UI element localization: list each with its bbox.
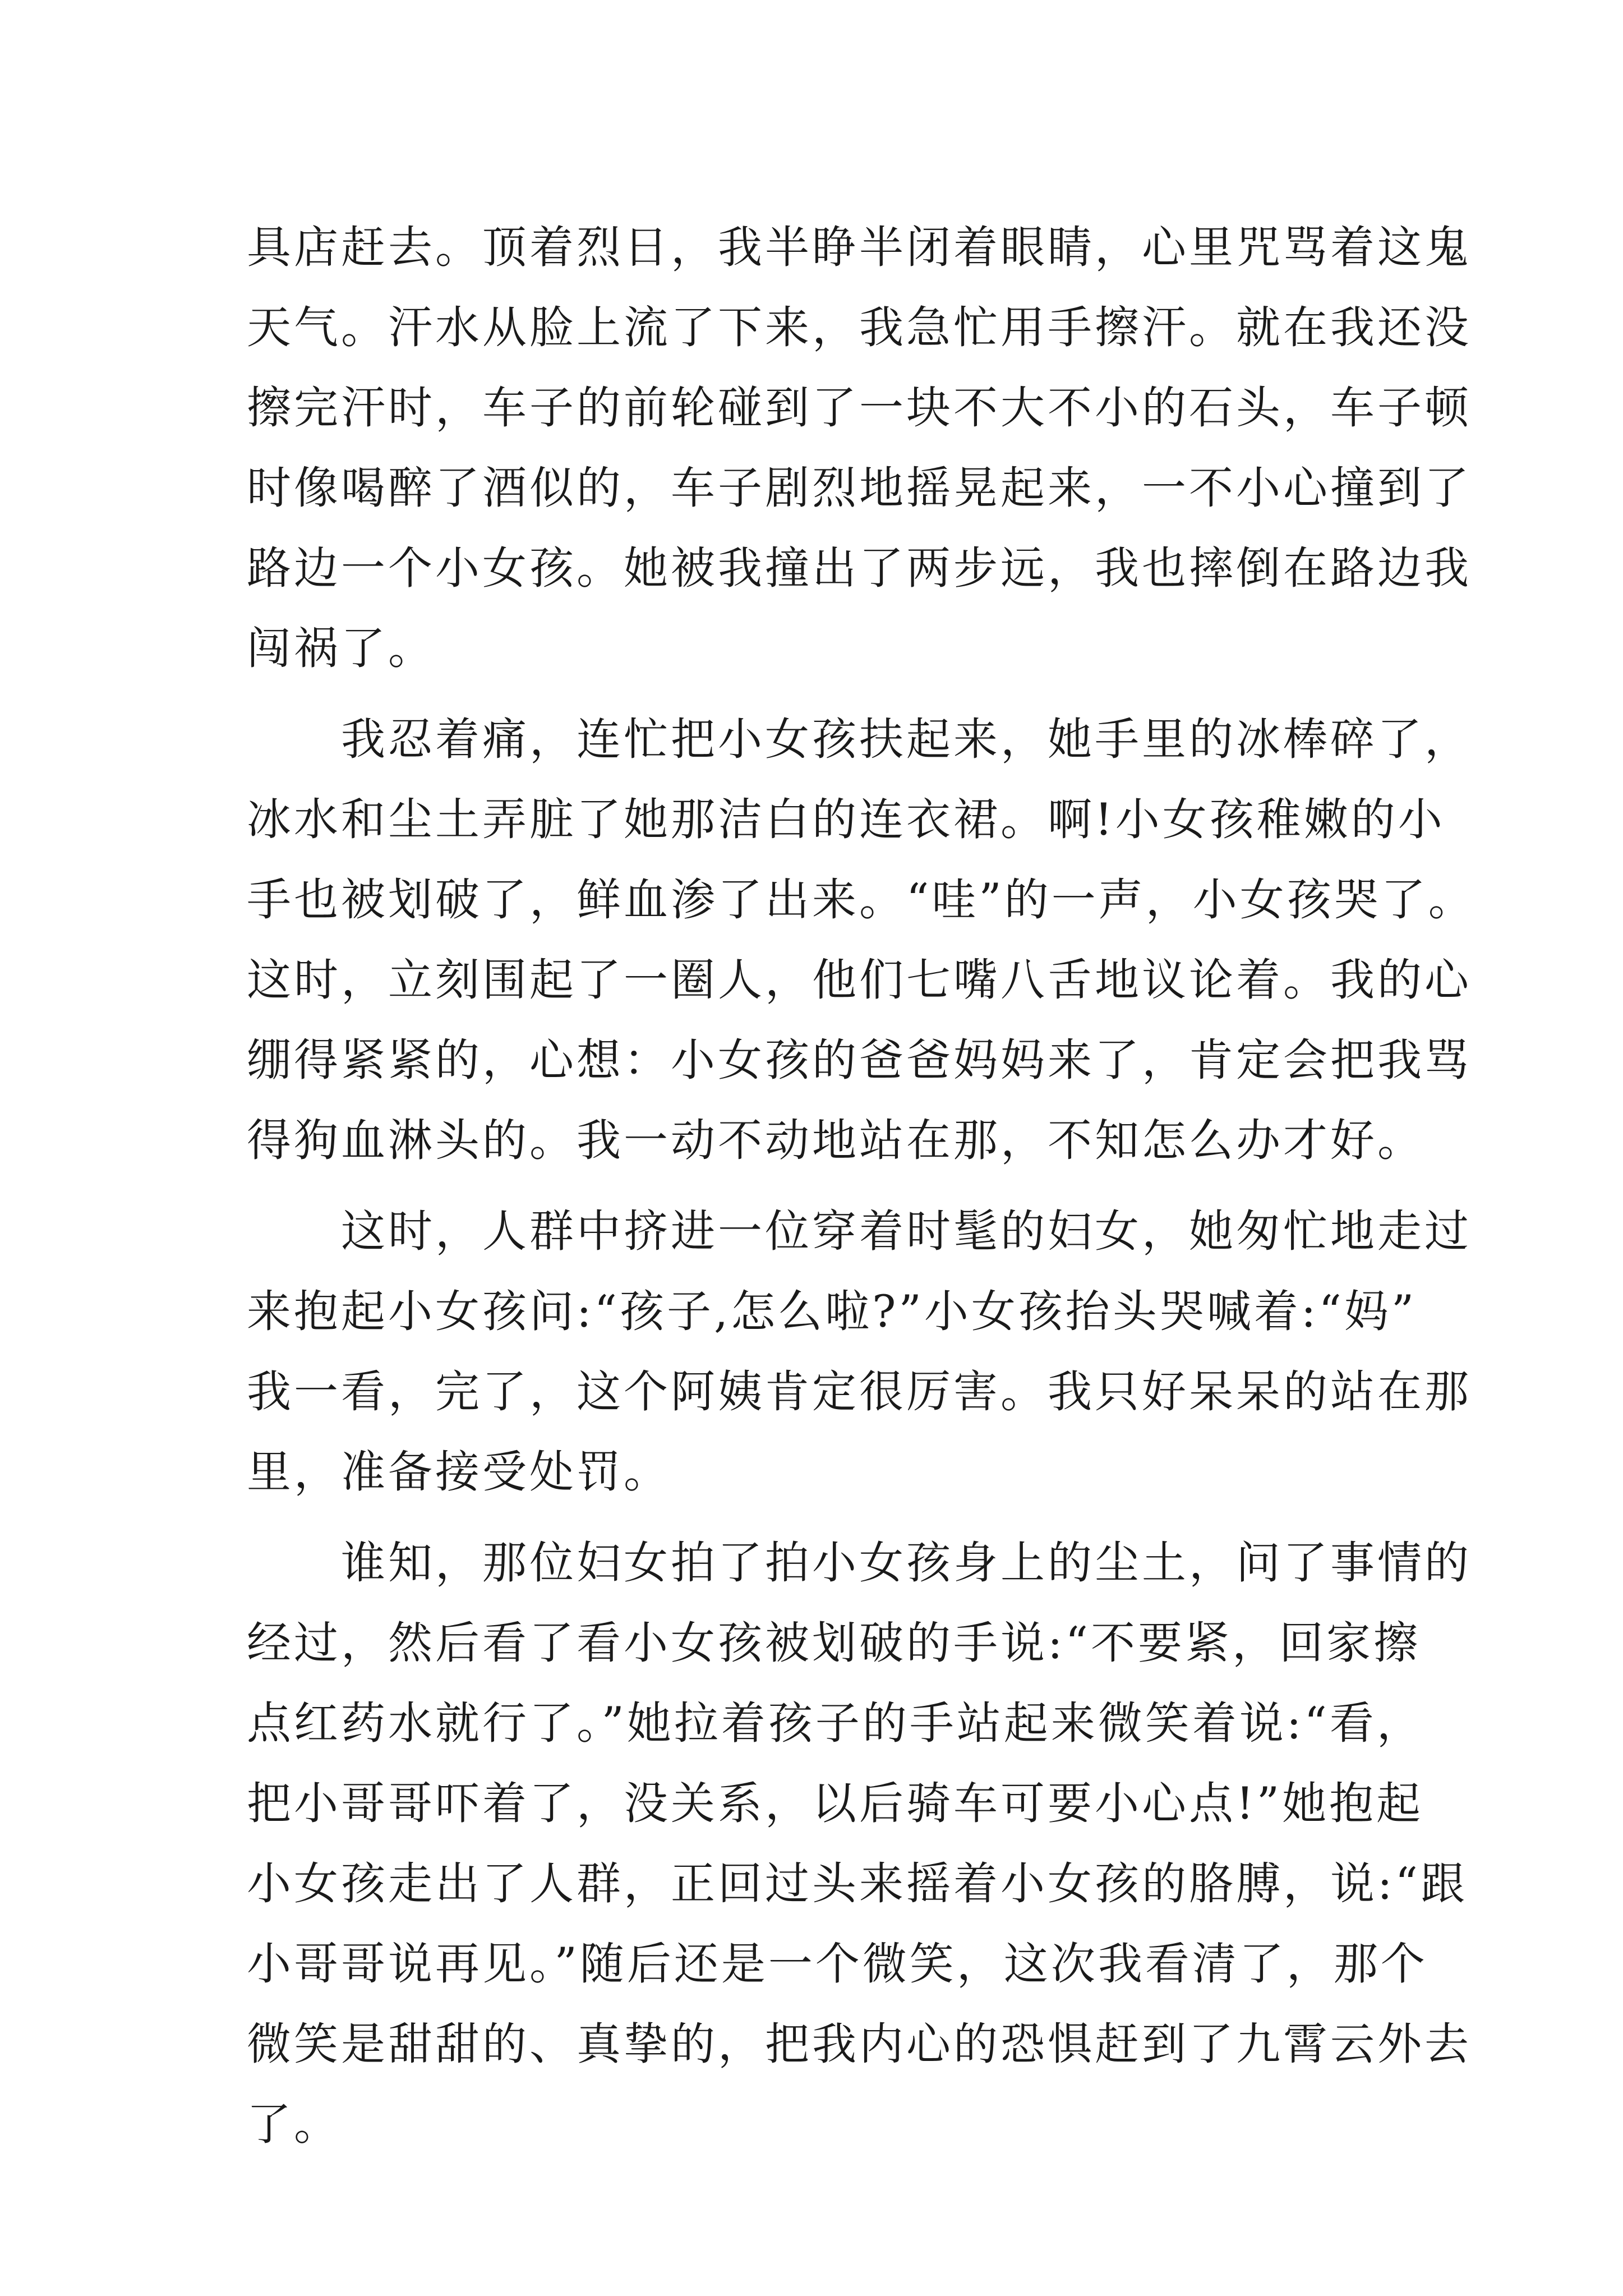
text-line: 这时，立刻围起了一圈人，他们七嘴八舌地议论着。我的心 [247, 954, 1472, 1006]
text-line: 了。 [247, 2099, 341, 2150]
text-line: 小哥哥说再见。”随后还是一个微笑，这次我看清了，那个 [247, 1938, 1428, 1990]
text-line: 这时，人群中挤进一位穿着时髦的妇女，她匆忙地走过 [247, 1205, 1472, 1257]
text-line: 时像喝醉了酒似的，车子剧烈地摇晃起来，一不小心撞到了 [247, 462, 1472, 514]
body-text [247, 208, 1476, 2165]
paragraph-3 [247, 1191, 1472, 1512]
text-line: 点红药水就行了。”她拉着孩子的手站起来微笑着说:“看， [247, 1697, 1424, 1749]
paragraph-gap [247, 1512, 1413, 1523]
text-line: 擦完汗时，车子的前轮碰到了一块不大不小的石头，车子顿 [247, 382, 1472, 434]
text-line: 天气。汗水从脸上流了下来，我急忙用手擦汗。就在我还没 [247, 302, 1472, 353]
text-line: 绷得紧紧的，心想：小女孩的爸爸妈妈来了，肯定会把我骂 [247, 1034, 1472, 1086]
text-line: 来抱起小女孩问:“孩子,怎么啦?”小女孩抬头哭喊着:“妈” [247, 1286, 1417, 1337]
text-line: 得狗血淋头的。我一动不动地站在那，不知怎么办才好。 [247, 1115, 1424, 1166]
paragraph-1 [247, 208, 1472, 689]
text-line: 具店赶去。顶着烈日，我半睁半闭着眼睛，心里咒骂着这鬼 [247, 222, 1472, 273]
paragraph-gap [247, 1181, 1413, 1191]
text-line: 手也被划破了，鲜血渗了出来。“哇”的一声，小女孩哭了。 [247, 874, 1476, 926]
text-line: 经过，然后看了看小女孩被划破的手说:“不要紧，回家擦 [247, 1617, 1421, 1669]
paragraph-gap [247, 689, 1413, 700]
text-line: 闯祸了。 [247, 623, 435, 674]
text-line: 谁知，那位妇女拍了拍小女孩身上的尘土，问了事情的 [247, 1537, 1472, 1589]
paragraph-4 [247, 1523, 1472, 2165]
text-line: 里，准备接受处罚。 [247, 1446, 671, 1498]
text-line: 我忍着痛，连忙把小女孩扶起来，她手里的冰棒碎了， [247, 714, 1472, 765]
paragraph-2 [247, 700, 1476, 1181]
text-line: 冰水和尘土弄脏了她那洁白的连衣裙。啊!小女孩稚嫩的小 [247, 794, 1445, 845]
text-line: 把小哥哥吓着了，没关系，以后骑车可要小心点!”她抱起 [247, 1778, 1424, 1829]
text-line: 小女孩走出了人群，正回过头来摇着小女孩的胳膊，说:“跟 [247, 1858, 1468, 1910]
text-line: 我一看，完了，这个阿姨肯定很厉害。我只好呆呆的站在那 [247, 1366, 1472, 1418]
text-line: 微笑是甜甜的、真挚的，把我内心的恐惧赶到了九霄云外去 [247, 2018, 1472, 2070]
text-line: 路边一个小女孩。她被我撞出了两步远，我也摔倒在路边我 [247, 542, 1472, 594]
